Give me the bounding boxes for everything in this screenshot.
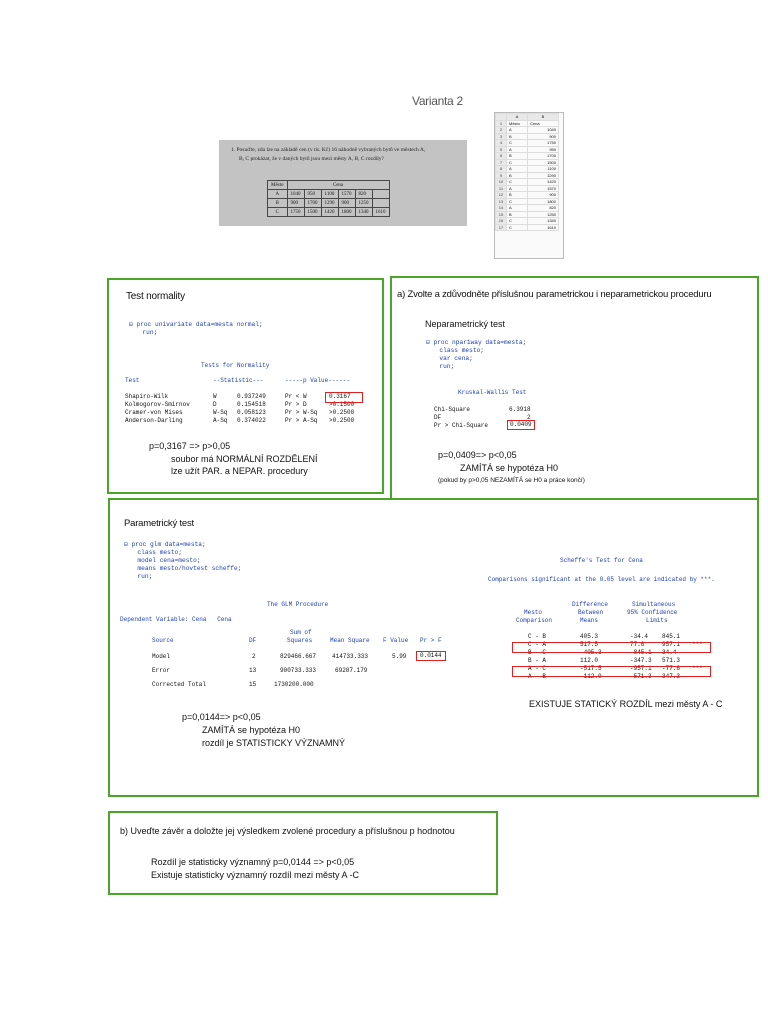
normality-code: ⊟ proc univariate data=mesta normal; <box>129 321 263 328</box>
chi-label: Chi-Square <box>434 406 471 413</box>
code-line: run; <box>432 363 455 370</box>
dependent-variable: Dependent Variable: Cena Cena <box>120 616 232 623</box>
row-df: 15 <box>249 681 257 688</box>
excel-row-number: 8 <box>496 166 507 173</box>
row-df: 13 <box>249 667 257 674</box>
pr-label: Pr > Chi-Square <box>434 422 489 429</box>
price-cell: 1610 <box>372 208 389 217</box>
scheffe-cell-hi: 957.1 <box>662 641 681 648</box>
normality-cell-pv: 0.3167 <box>329 393 351 400</box>
conclusion-heading: b) Uveďte závěr a doložte jej výsledkem zvolené procedury a příslušnou p hodnotou <box>120 826 455 836</box>
normality-cell-pl: Pr > D <box>285 401 307 408</box>
col-f: F Value <box>383 637 409 644</box>
excel-col-header: B <box>528 114 559 121</box>
excel-col-header: A <box>507 114 528 121</box>
normality-cell-sym: D <box>213 401 217 408</box>
excel-cell: 950 <box>528 146 559 153</box>
normality-note: lze užít PAR. a NEPAR. procedury <box>171 466 308 476</box>
excel-row-number: 15 <box>496 211 507 218</box>
excel-row-number: 17 <box>496 224 507 231</box>
normality-cell-pl: Pr > W-Sq <box>285 409 318 416</box>
col-ss1: Sum of <box>290 629 312 636</box>
normality-cell-sym: W-Sq <box>213 409 228 416</box>
price-cell: 1040 <box>287 190 304 199</box>
excel-cell: 1800 <box>528 198 559 205</box>
excel-row-number: 11 <box>496 185 507 192</box>
scheffe-cell-s: *** <box>692 641 703 648</box>
excel-cell: 1700 <box>528 153 559 160</box>
sh-ci3: Limits <box>646 617 668 624</box>
row-source: Corrected Total <box>152 681 207 688</box>
excel-cell: 1500 <box>528 159 559 166</box>
col-ss2: Squares <box>287 637 313 644</box>
parametric-heading: Parametrický test <box>124 518 194 529</box>
nonparam-code: ⊟ proc npar1way data=mesta; <box>426 339 527 346</box>
param-code: ⊟ proc glm data=mesta; <box>124 541 206 548</box>
excel-row-number: 13 <box>496 198 507 205</box>
conclusion-line: Existuje statisticky významný rozdíl mezi městy A -C <box>151 870 360 880</box>
code-line: model cena=mesto; <box>130 557 201 564</box>
excel-row-number: 12 <box>496 192 507 199</box>
price-cell: 1250 <box>355 199 372 208</box>
excel-cell: 1570 <box>528 185 559 192</box>
excel-cell: C <box>507 179 528 186</box>
scheffe-cell-lo: -957.1 <box>630 665 652 672</box>
row-ss: 1730200.000 <box>274 681 314 688</box>
normality-cell-test: Shapiro-Wilk <box>125 393 169 400</box>
conclusion-line: Rozdíl je statisticky významný p=0,0144 => p<0,05 <box>151 857 355 867</box>
code-line: class mesto; <box>130 549 182 556</box>
normality-cell-stat: 0.937249 <box>237 393 266 400</box>
table-row <box>268 208 390 217</box>
glm-title: The GLM Procedure <box>267 601 329 608</box>
price-cell: 1100 <box>321 190 338 199</box>
code-line: proc glm data=mesta; <box>131 541 206 548</box>
scheffe-cell-c: A - C <box>528 665 547 672</box>
city-cell: C <box>268 208 288 217</box>
assignment-photo <box>219 140 467 226</box>
code-line: run; <box>130 573 153 580</box>
excel-cell: B <box>507 133 528 140</box>
normality-cell-pv: >0.2500 <box>329 409 355 416</box>
price-cell: 1500 <box>304 208 321 217</box>
table-row <box>268 190 390 199</box>
normality-panel <box>107 278 384 494</box>
normality-cell-pv: >0.2500 <box>329 417 355 424</box>
normality-cell-test: Cramer-von Mises <box>125 409 183 416</box>
price-cell: 1750 <box>287 208 304 217</box>
col-p: -----p Value------ <box>285 377 350 384</box>
normality-cell-stat: 0.154518 <box>237 401 266 408</box>
sh-ci1: Simultaneous <box>632 601 676 608</box>
nonparam-note: (pokud by p>0,05 NEZAMÍTÁ se H0 a práce končí) <box>438 477 585 484</box>
parametric-panel <box>108 498 759 797</box>
excel-cell: 1250 <box>528 211 559 218</box>
row-ss: 829466.667 <box>280 653 317 660</box>
scheffe-note: EXISTUJE STATICKÝ ROZDÍL mezi městy A - C <box>529 699 723 709</box>
excel-cell: C <box>507 224 528 231</box>
excel-cell: C <box>507 198 528 205</box>
row-ms: 69287.179 <box>335 667 368 674</box>
excel-row-number: 2 <box>496 127 507 134</box>
price-cell: 1800 <box>338 208 355 217</box>
scheffe-cell-d: -112.0 <box>580 673 602 680</box>
price-cell <box>372 199 389 208</box>
task-text-line2: B, C prokázat, že v daných bytů jsou mezi městy A, B, C rozdíly? <box>239 156 384 162</box>
price-cell: 820 <box>355 190 372 199</box>
excel-row-number: 1 <box>496 120 507 127</box>
price-cell: 900 <box>338 199 355 208</box>
normality-cell-stat: 0.058123 <box>237 409 266 416</box>
scheffe-cell-c: A - B <box>528 673 547 680</box>
scheffe-cell-hi: 845.1 <box>662 633 681 640</box>
table-row <box>268 199 390 208</box>
excel-cell: B <box>507 192 528 199</box>
row-df: 2 <box>252 653 256 660</box>
scheffe-cell-d: -405.3 <box>580 649 602 656</box>
excel-cell: C <box>507 140 528 147</box>
nonparametric-panel <box>390 276 759 500</box>
col-p: Pr > F <box>420 637 442 644</box>
row-f: 5.99 <box>392 653 407 660</box>
excel-data-sheet <box>494 112 564 259</box>
excel-row-number: 5 <box>496 146 507 153</box>
excel-row-number: 16 <box>496 218 507 225</box>
price-cell <box>372 190 389 199</box>
code-line: class mesto; <box>432 347 484 354</box>
col-df: DF <box>249 637 257 644</box>
excel-row-number: 14 <box>496 205 507 212</box>
sh-diff2: Between <box>578 609 604 616</box>
normality-note: p=0,3167 => p>0,05 <box>149 441 231 451</box>
head-price: Cena <box>287 181 389 190</box>
price-cell: 1700 <box>304 199 321 208</box>
code-line: run; <box>135 329 158 336</box>
scheffe-cell-d: 405.3 <box>580 633 599 640</box>
scheffe-cell-d: 517.5 <box>580 641 599 648</box>
excel-row-number: 4 <box>496 140 507 147</box>
scheffe-cell-c: B - A <box>528 657 547 664</box>
normality-cell-stat: 0.374022 <box>237 417 266 424</box>
excel-cell: B <box>507 211 528 218</box>
scheffe-cell-c: B - C <box>528 649 547 656</box>
scheffe-cell-lo: 77.6 <box>630 641 645 648</box>
scheffe-cell-lo: -34.4 <box>630 633 649 640</box>
excel-cell: Město <box>507 120 528 127</box>
nonparam-note: p=0,0409=> p<0,05 <box>438 450 517 460</box>
row-p-highlight: 0.0144 <box>416 651 446 661</box>
code-line: means mesto/hovtest scheffe; <box>130 565 242 572</box>
row-ms: 414733.333 <box>332 653 369 660</box>
highlight-p <box>325 392 363 403</box>
scheffe-cell-hi: 347.3 <box>662 673 681 680</box>
price-cell: 950 <box>304 190 321 199</box>
excel-cell: 1420 <box>528 179 559 186</box>
section-a-heading: a) Zvolte a zdůvodněte příslušnou parametrickou i neparametrickou proceduru <box>397 289 712 300</box>
excel-cell: C <box>507 218 528 225</box>
excel-cell: A <box>507 146 528 153</box>
code-line: proc npar1way data=mesta; <box>433 339 527 346</box>
page-title: Varianta 2 <box>412 94 463 108</box>
excel-cell: 1340 <box>528 218 559 225</box>
excel-cell: Cena <box>528 120 559 127</box>
task-text-line1: 1. Posuďte, zda lze na základě cen (v tis. Kč) 16 náhodně vybraných bytů ve městech A, <box>231 147 426 153</box>
excel-cell: A <box>507 166 528 173</box>
param-note: p=0,0144=> p<0,05 <box>182 712 261 722</box>
excel-row-number: 6 <box>496 153 507 160</box>
excel-cell: B <box>507 172 528 179</box>
scheffe-cell-hi: 571.3 <box>662 657 681 664</box>
scheffe-cell-lo: -845.1 <box>630 649 652 656</box>
excel-cell: 820 <box>528 205 559 212</box>
normality-cell-test: Anderson-Darling <box>125 417 183 424</box>
excel-cell: A <box>507 127 528 134</box>
head-city: Město <box>268 181 288 190</box>
normality-heading: Test normality <box>126 291 185 302</box>
normality-note: soubor má NORMÁLNÍ ROZDĚLENÍ <box>171 454 318 464</box>
excel-cell: A <box>507 185 528 192</box>
city-cell: A <box>268 190 288 199</box>
nonparam-note: ZAMÍTÁ se hypotéza H0 <box>460 463 559 473</box>
scheffe-cell-hi: 34.4 <box>662 649 677 656</box>
scheffe-cell-lo: -571.3 <box>630 673 652 680</box>
col-stat: --Statistic--- <box>213 377 264 384</box>
assignment-table <box>267 180 390 217</box>
nonparametric-heading: Neparametrický test <box>425 319 506 329</box>
normality-cell-pv: >0.1500 <box>329 401 355 408</box>
normality-cell-pl: Pr > A-Sq <box>285 417 318 424</box>
normality-cell-pl: Pr < W <box>285 393 307 400</box>
sh-diff1: Difference <box>572 601 609 608</box>
price-cell: 900 <box>287 199 304 208</box>
param-note: ZAMÍTÁ se hypotéza H0 <box>202 725 301 735</box>
price-cell: 1420 <box>321 208 338 217</box>
excel-cell: A <box>507 205 528 212</box>
sh-comp: Comparison <box>516 617 553 624</box>
scheffe-cell-lo: -347.3 <box>630 657 652 664</box>
highlight-a-c <box>512 666 711 677</box>
normality-cell-sym: A-Sq <box>213 417 228 424</box>
row-ss: 900733.333 <box>280 667 317 674</box>
price-cell: 1290 <box>321 199 338 208</box>
df-value: 2 <box>527 414 531 421</box>
scheffe-cell-d: -517.5 <box>580 665 602 672</box>
excel-cell: 1610 <box>528 224 559 231</box>
excel-cell: 1100 <box>528 166 559 173</box>
excel-cell: 900 <box>528 133 559 140</box>
scheffe-cell-c: C - B <box>528 633 547 640</box>
col-test: Test <box>125 377 140 384</box>
normality-table-title: Tests for Normality <box>201 362 270 369</box>
code-line: var cena; <box>432 355 473 362</box>
excel-cell: 1290 <box>528 172 559 179</box>
scheffe-cell-s: *** <box>692 665 703 672</box>
excel-cell: 900 <box>528 192 559 199</box>
highlight-c-a <box>512 642 711 653</box>
excel-cell: 1040 <box>528 127 559 134</box>
col-ms: Mean Square <box>330 637 370 644</box>
price-cell: 1570 <box>338 190 355 199</box>
excel-cell: C <box>507 159 528 166</box>
row-source: Error <box>152 667 171 674</box>
sh-ci2: 95% Confidence <box>627 609 678 616</box>
excel-row-number: 10 <box>496 179 507 186</box>
city-cell: B <box>268 199 288 208</box>
df-label: DF <box>434 414 442 421</box>
excel-row-number: 7 <box>496 159 507 166</box>
sh-mesto: Mesto <box>524 609 543 616</box>
excel-cell: 1750 <box>528 140 559 147</box>
scheffe-cell-hi: -77.6 <box>662 665 681 672</box>
kw-title: Kruskal-Wallis Test <box>458 389 527 396</box>
conclusion-panel <box>108 811 498 895</box>
normality-cell-test: Kolmogorov-Smirnov <box>125 401 190 408</box>
excel-table <box>495 113 559 231</box>
normality-cell-sym: W <box>213 393 217 400</box>
scheffe-title: Scheffe's Test for Cena <box>560 557 643 564</box>
table-row <box>496 224 559 231</box>
param-note: rozdíl je STATISTICKY VÝZNAMNÝ <box>202 738 346 748</box>
pr-value: 0.0409 <box>507 420 535 430</box>
col-source: Source <box>152 637 174 644</box>
scheffe-subtitle: Comparisons significant at the 0.05 level are indicated by ***. <box>488 576 715 583</box>
price-cell: 1340 <box>355 208 372 217</box>
sh-diff3: Means <box>580 617 599 624</box>
scheffe-cell-d: 112.0 <box>580 657 599 664</box>
chi-value: 6.3918 <box>509 406 531 413</box>
excel-row-number: 9 <box>496 172 507 179</box>
excel-cell: B <box>507 153 528 160</box>
scheffe-cell-c: C - A <box>528 641 547 648</box>
code-line: proc univariate data=mesta normal; <box>136 321 263 328</box>
excel-row-number: 3 <box>496 133 507 140</box>
row-source: Model <box>152 653 171 660</box>
